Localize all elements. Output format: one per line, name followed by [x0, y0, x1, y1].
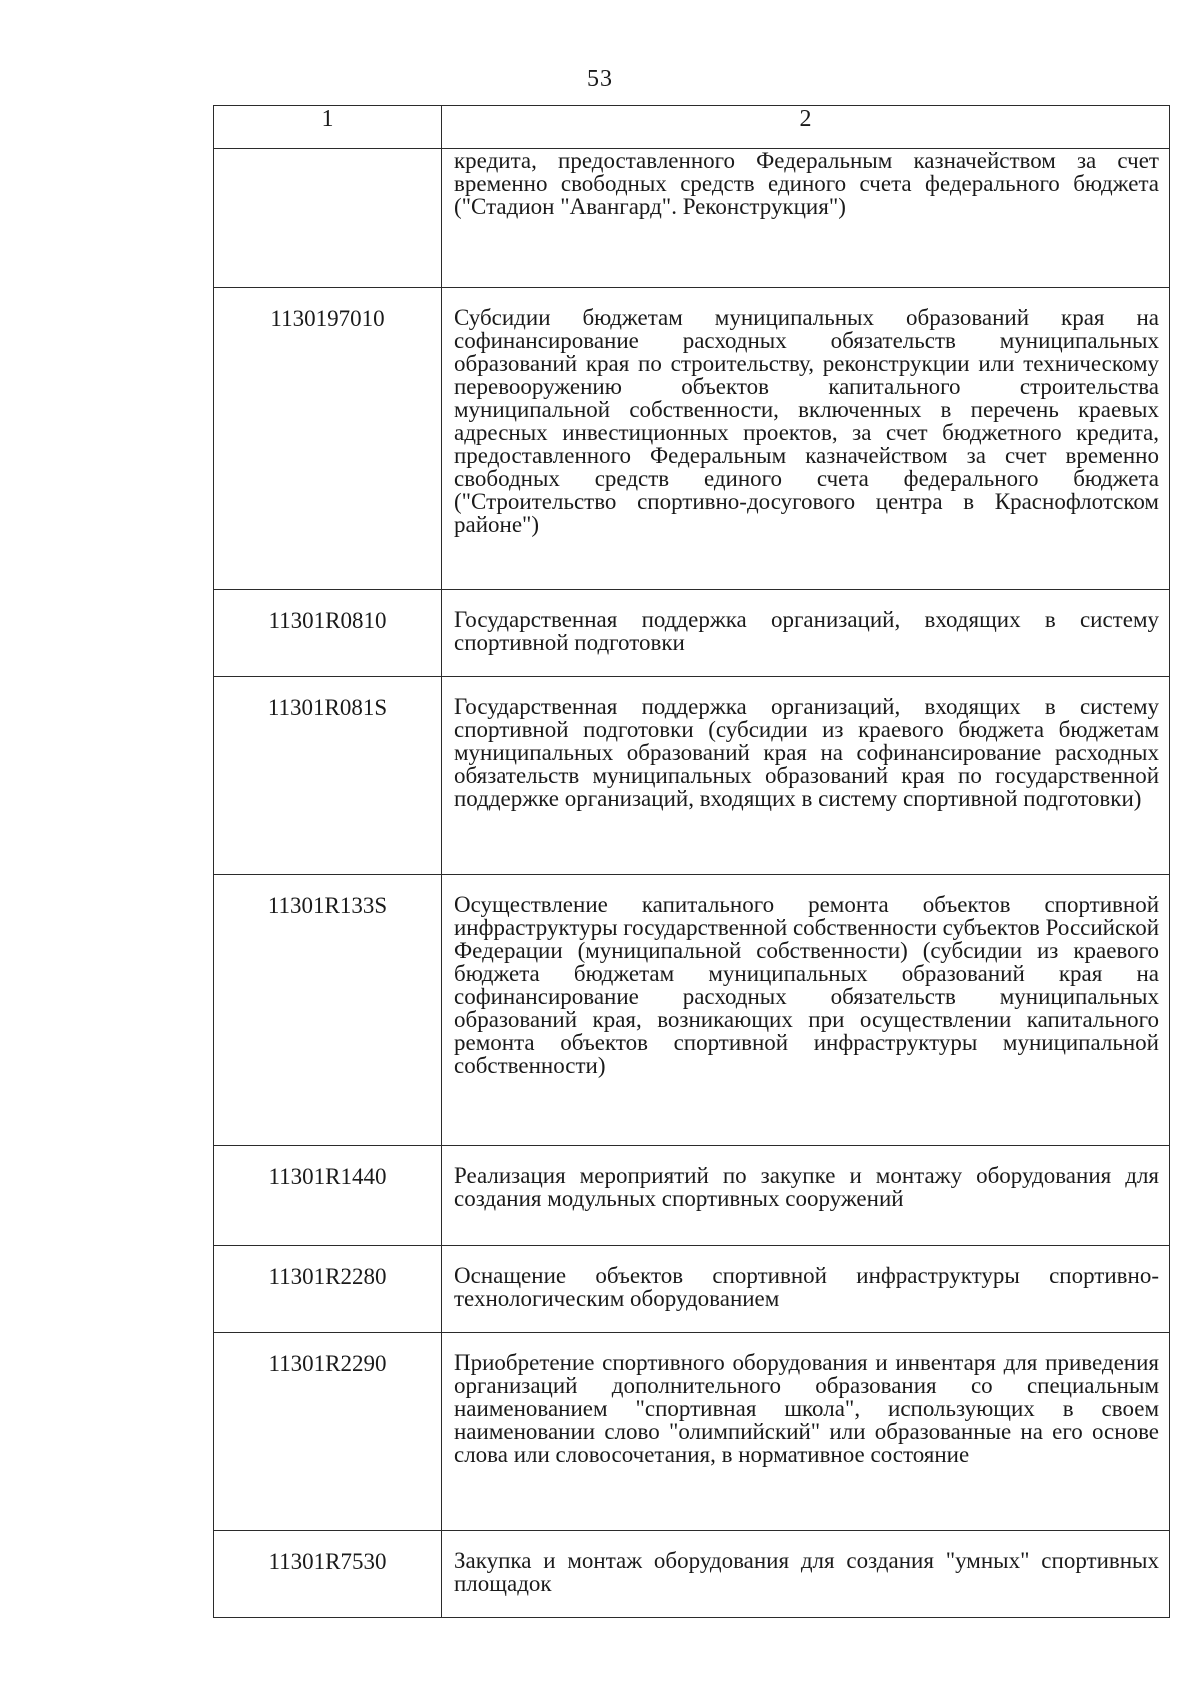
table-row [214, 590, 1170, 677]
row-code: 11301R133S [214, 875, 442, 1146]
row-code: 11301R081S [214, 677, 442, 875]
table-row [214, 875, 1170, 1146]
table-row [214, 288, 1170, 590]
column-header-code: 1 [214, 106, 442, 149]
row-description: Реализация мероприятий по закупке и монтажу оборудования для создания модульных спортивных сооружений [442, 1146, 1170, 1246]
row-description: Государственная поддержка организаций, входящих в систему спортивной подготовки [442, 590, 1170, 677]
row-code: 11301R7530 [214, 1531, 442, 1618]
row-description: кредита, предоставленного Федеральным казначейством за счет временно свободных средств единого счета федерального бюджета ("Стадион "Авангард". Реконструкция") [442, 149, 1170, 288]
table-row [214, 1146, 1170, 1246]
page-number: 53 [587, 66, 613, 92]
row-description: Приобретение спортивного оборудования и инвентаря для приведения организаций дополнительного образования со специальным наименованием "спортивная школа", использующих в своем наименовании слово "олимпийский" или образованные на его основе слова или словосочетания, в нормативное состояние [442, 1333, 1170, 1531]
table-header-row [214, 106, 1170, 149]
row-code [214, 149, 442, 288]
row-description: Закупка и монтаж оборудования для создания "умных" спортивных площадок [442, 1531, 1170, 1618]
row-description: Субсидии бюджетам муниципальных образований края на софинансирование расходных обязательств муниципальных образований края по строительству, реконструкции или техническому перевооружению объектов капитального строительства муниципальной собственности, включенных в перечень краевых адресных инвестиционных проектов, за счет бюджетного кредита, предоставленного Федеральным казначейством за счет временно свободных средств единого счета федерального бюджета ("Строительство спортивно-досугового центра в Краснофлотском районе") [442, 288, 1170, 590]
row-code: 11301R2280 [214, 1246, 442, 1333]
table-row [214, 1333, 1170, 1531]
table-row [214, 677, 1170, 875]
column-header-description: 2 [442, 106, 1170, 149]
row-description: Государственная поддержка организаций, входящих в систему спортивной подготовки (субсидии из краевого бюджета бюджетам муниципальных образований края на софинансирование расходных обязательств муниципальных образований края по государственной поддержке организаций, входящих в систему спортивной подготовки) [442, 677, 1170, 875]
table-row [214, 1531, 1170, 1618]
row-code: 11301R2290 [214, 1333, 442, 1531]
row-code: 11301R0810 [214, 590, 442, 677]
table-row [214, 149, 1170, 288]
row-description: Осуществление капитального ремонта объектов спортивной инфраструктуры государственной собственности субъектов Российской Федерации (муниципальной собственности) (субсидии из краевого бюджета бюджетам муниципальных образований края на софинансирование расходных обязательств муниципальных образований края, возникающих при осуществлении капитального ремонта объектов спортивной инфраструктуры муниципальной собственности) [442, 875, 1170, 1146]
row-description: Оснащение объектов спортивной инфраструктуры спортивно-технологическим оборудованием [442, 1246, 1170, 1333]
row-code: 11301R1440 [214, 1146, 442, 1246]
table-row [214, 1246, 1170, 1333]
budget-classification-table [213, 105, 1170, 1618]
row-code: 1130197010 [214, 288, 442, 590]
